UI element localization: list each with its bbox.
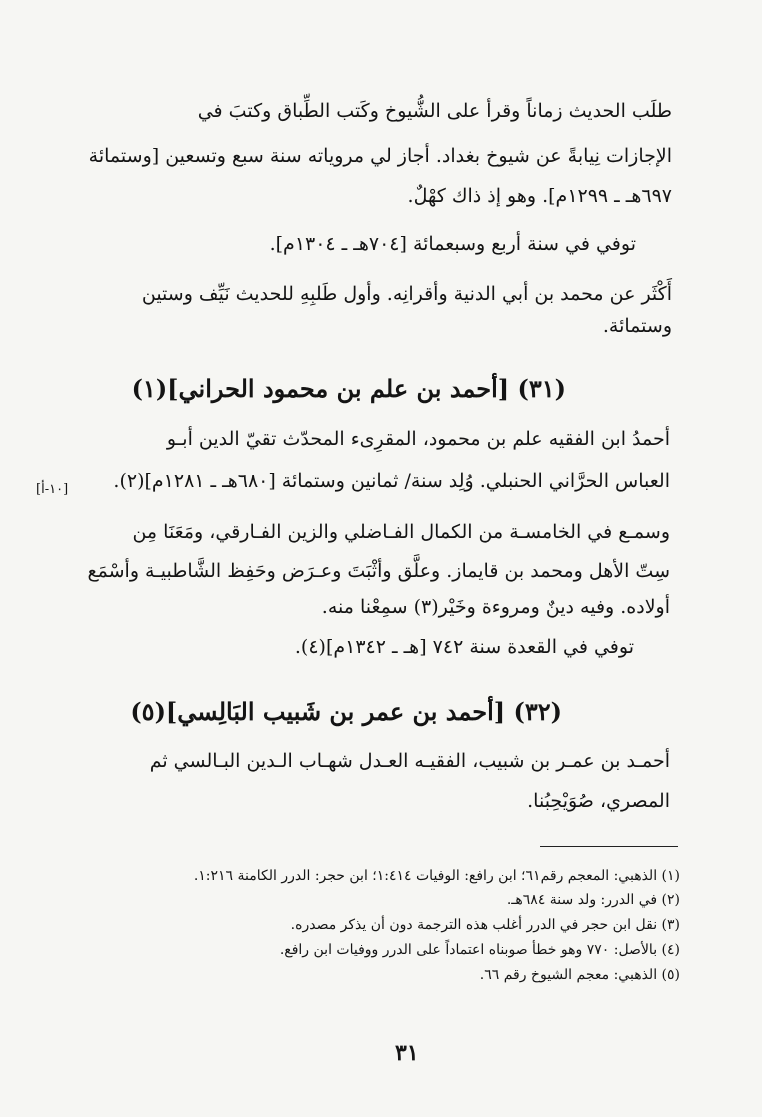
footnote-2: (٢) في الدرر: ولد سنة ٦٨٤هـ. — [506, 892, 680, 908]
entry-32-heading: (٣٢) [أحمد بن عمر بن شَبيب البَالِسي](٥) — [130, 697, 562, 726]
margin-folio-reference: [١٠-أ] — [36, 482, 69, 497]
intro-line-1: طلَب الحديث زماناً وقرأ على الشُّيوخ وكَتب الطِّباق وكتبَ في — [197, 100, 672, 122]
page-number: ٣١ — [395, 1040, 419, 1066]
entry-31-line-3: وسمـع في الخامسـة من الكمال الفـاضلي والزين الفـارقي، ومَعَنَا مِن — [132, 521, 670, 543]
entry-32-line-1: أحمـد بن عمـر بن شبيب، الفقيـه العـدل شهـاب الـدين البـالسي ثم — [149, 750, 670, 772]
intro-line-4: أَكْثَر عن محمد بن أبي الدنية وأقرانِه. وأول طَلبِهِ للحديث نَيِّف وستين — [141, 283, 672, 305]
entry-31-death-line: توفي في القعدة سنة ٧٤٢ [هـ ـ ١٣٤٢م](٤). — [294, 636, 634, 658]
entry-31-line-5: أولاده. وفيه دينٌ ومروءة وخَيْر(٣) سمِعْنا منه. — [321, 596, 670, 618]
intro-line-5: وستمائة. — [602, 315, 672, 337]
entry-31-line-2: العباس الحرَّاني الحنبلي. وُلِد سنة/ ثمانين وستمائة [٦٨٠هـ ـ ١٢٨١م](٢). — [113, 470, 670, 492]
footnote-4: (٤) بالأصل: ٧٧٠ وهو خطأ صوبناه اعتماداً على الدرر ووفيات ابن رافع. — [279, 942, 680, 958]
entry-31-line-4: سِتّ الأهل ومحمد بن قايماز. وعلَّق وأثْبَتَ وعـرَض وحَفِظ الشَّاطبيـة وأسْمَع — [87, 560, 670, 582]
entry-32-line-2: المصري، صُوَيْحِبُنا. — [527, 790, 670, 812]
footnote-1: (١) الذهبي: المعجم رقم٦١؛ ابن رافع: الوفيات ١:٤١٤؛ ابن حجر: الدرر الكامنة ١:٢١٦. — [193, 868, 680, 884]
entry-31-line-1: أحمدُ ابن الفقيه علم بن محمود، المقرِىء المحدّث تقيّ الدين أبـو — [166, 428, 670, 450]
entry-31-heading: (٣١) [أحمد بن علم بن محمود الحراني](١) — [131, 374, 566, 403]
intro-line-3: ٦٩٧هـ ـ ١٢٩٩م]. وهو إذ ذاك كهْلٌ. — [407, 185, 672, 207]
intro-line-2: الإجازات نِيابةً عن شيوخ بغداد. أجاز لي مروياته سنة سبع وتسعين [وستمائة — [88, 145, 672, 167]
footnote-separator — [540, 846, 678, 847]
intro-death-line: توفي في سنة أربع وسبعمائة [٧٠٤هـ ـ ١٣٠٤م]. — [269, 233, 636, 255]
footnote-3: (٣) نقل ابن حجر في الدرر أغلب هذه الترجمة دون أن يذكر مصدره. — [290, 917, 680, 933]
footnote-5: (٥) الذهبي: معجم الشيوخ رقم ٦٦. — [479, 967, 680, 983]
